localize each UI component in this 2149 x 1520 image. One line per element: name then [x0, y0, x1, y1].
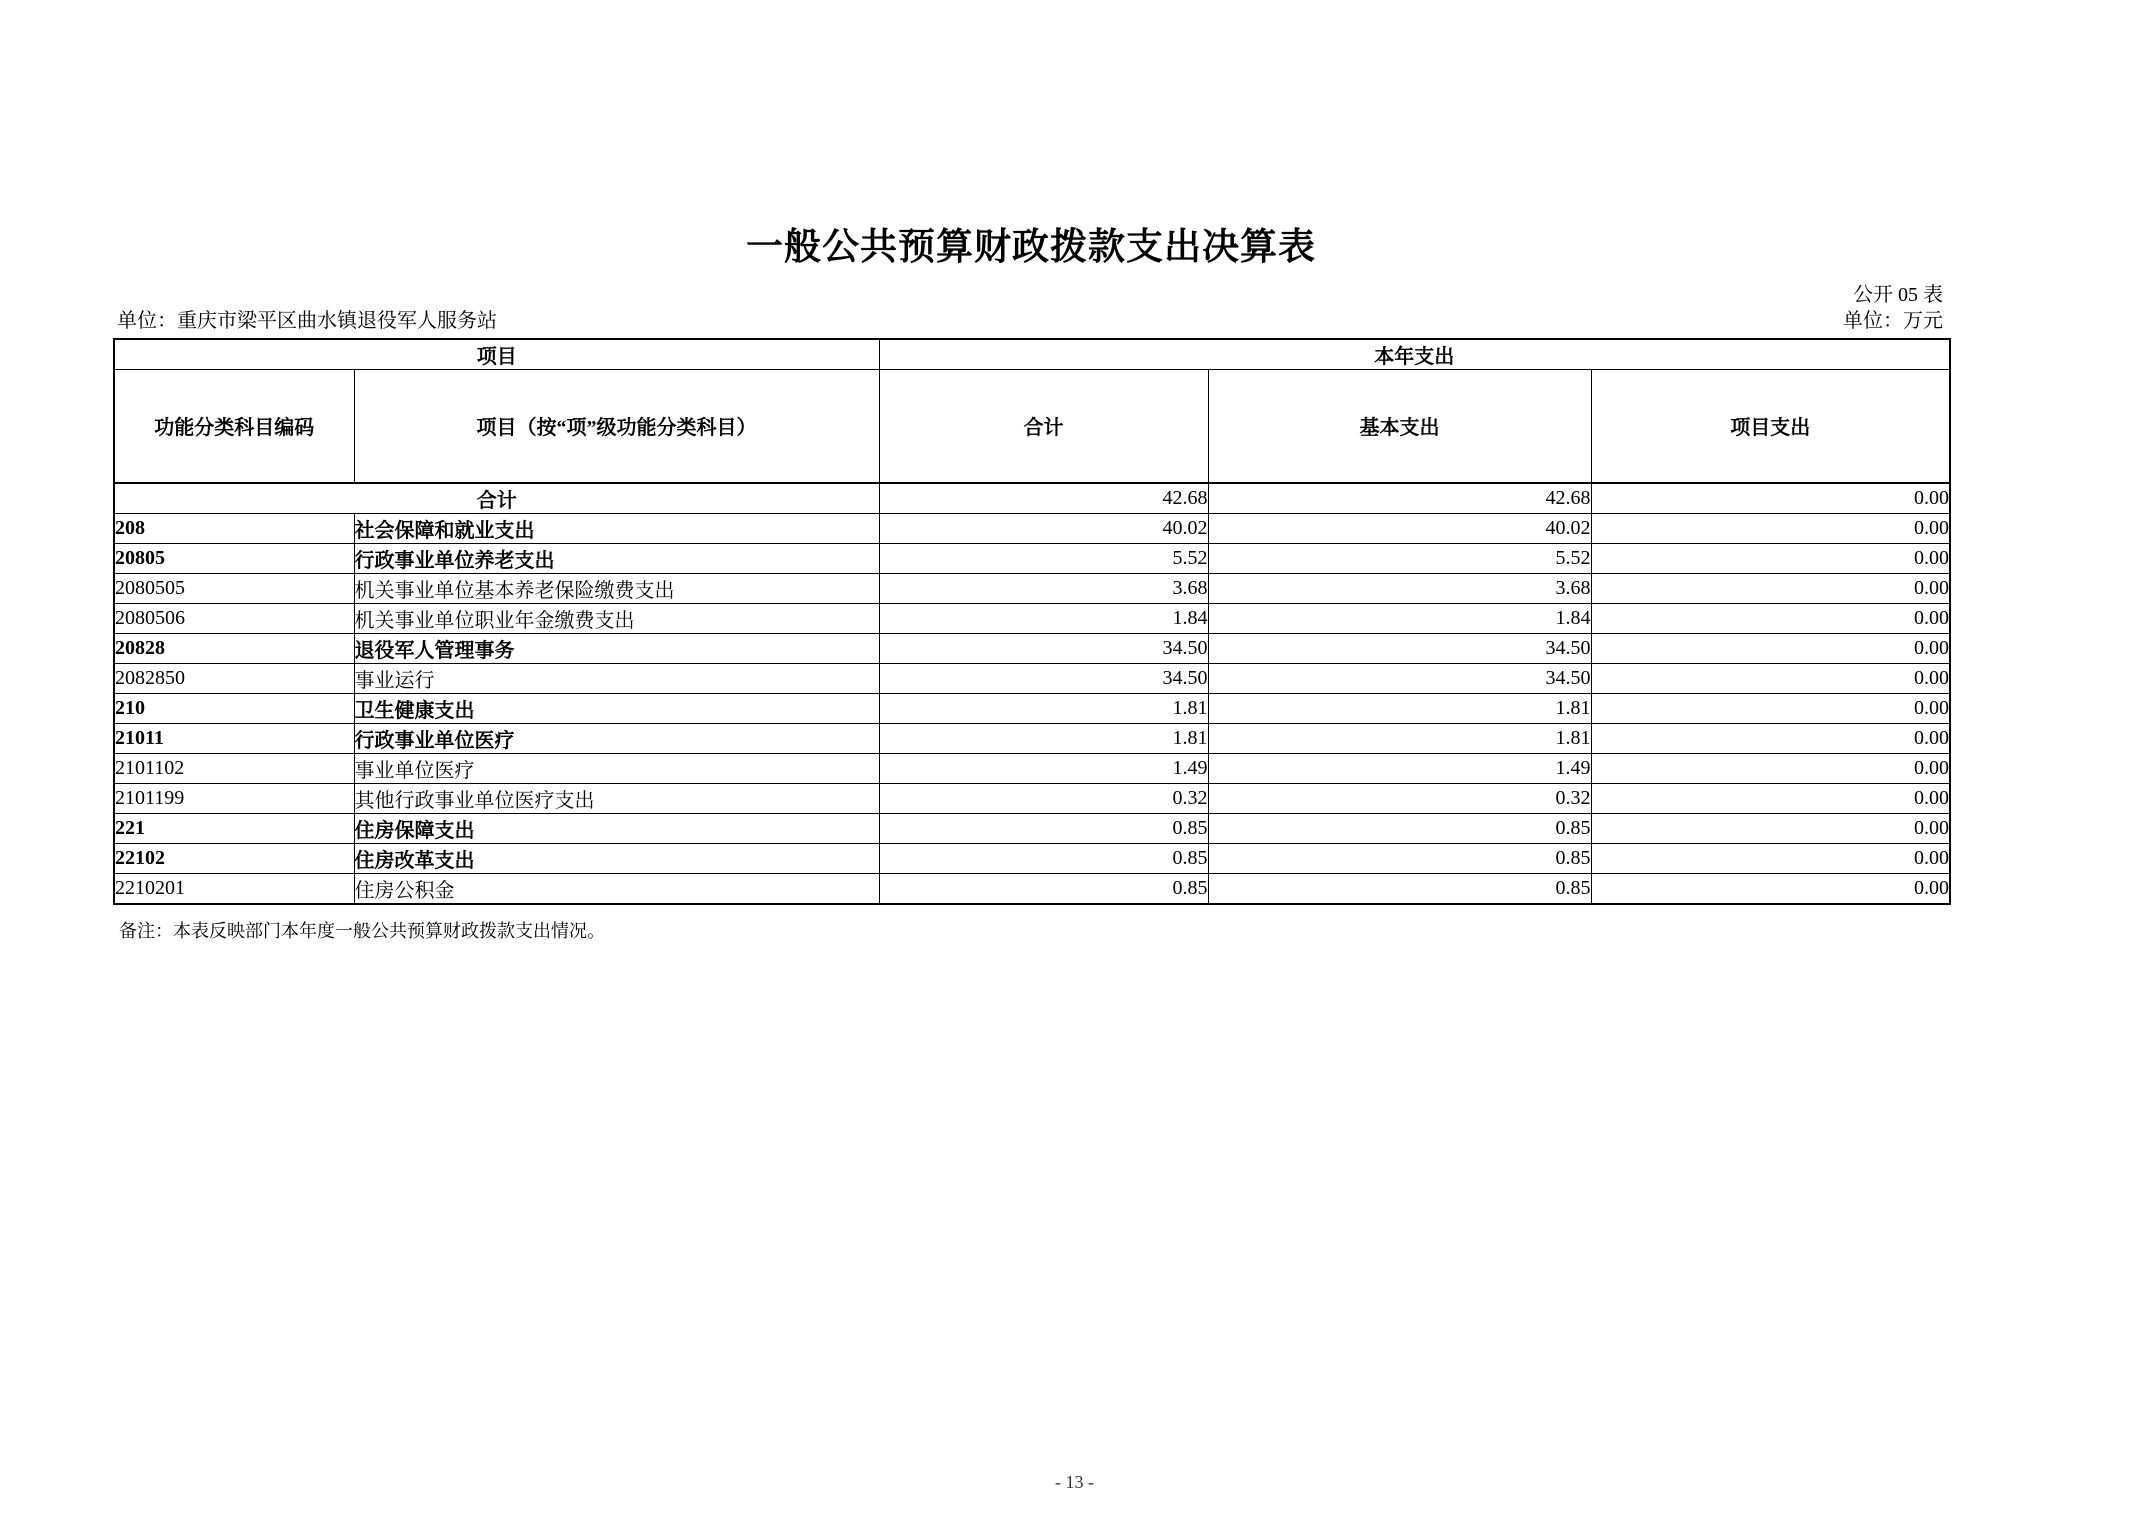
row-name: 事业单位医疗 [354, 753, 879, 783]
row-name: 社会保障和就业支出 [354, 513, 879, 543]
header-col-total: 合计 [879, 370, 1208, 483]
table-row [114, 663, 1950, 693]
row-project: 0.00 [1591, 843, 1950, 873]
row-name: 行政事业单位养老支出 [354, 543, 879, 573]
row-total: 0.85 [879, 873, 1208, 904]
row-basic: 0.85 [1208, 873, 1591, 904]
row-basic: 5.52 [1208, 543, 1591, 573]
row-total: 1.81 [879, 693, 1208, 723]
table-row [114, 543, 1950, 573]
row-project: 0.00 [1591, 783, 1950, 813]
row-basic: 1.81 [1208, 723, 1591, 753]
meta-row [113, 310, 1949, 333]
row-code: 22102 [114, 843, 354, 873]
header-group-row [114, 339, 1950, 370]
row-project: 0.00 [1591, 573, 1950, 603]
row-basic: 0.85 [1208, 813, 1591, 843]
row-total: 0.32 [879, 783, 1208, 813]
row-project: 0.00 [1591, 813, 1950, 843]
row-name: 机关事业单位职业年金缴费支出 [354, 603, 879, 633]
org-unit-label: 单位：重庆市梁平区曲水镇退役军人服务站 [117, 310, 497, 332]
row-project: 0.00 [1591, 633, 1950, 663]
row-name: 事业运行 [354, 663, 879, 693]
row-basic: 34.50 [1208, 633, 1591, 663]
row-summary-label: 合计 [114, 483, 879, 514]
row-name: 退役军人管理事务 [354, 633, 879, 663]
table-row [114, 483, 1950, 514]
table-row [114, 873, 1950, 904]
row-project: 0.00 [1591, 873, 1950, 904]
row-project: 0.00 [1591, 723, 1950, 753]
page-number: - 13 - [1055, 1472, 1094, 1492]
row-code: 2210201 [114, 873, 354, 904]
table-row [114, 513, 1950, 543]
row-code: 210 [114, 693, 354, 723]
row-code: 2101102 [114, 753, 354, 783]
table-row [114, 783, 1950, 813]
table-row [114, 603, 1950, 633]
row-basic: 40.02 [1208, 513, 1591, 543]
row-name: 住房改革支出 [354, 843, 879, 873]
table-body [114, 483, 1950, 904]
row-basic: 42.68 [1208, 483, 1591, 514]
row-project: 0.00 [1591, 753, 1950, 783]
document-sheet [113, 0, 1949, 942]
row-project: 0.00 [1591, 693, 1950, 723]
table-row [114, 843, 1950, 873]
row-total: 42.68 [879, 483, 1208, 514]
row-name: 机关事业单位基本养老保险缴费支出 [354, 573, 879, 603]
row-basic: 1.49 [1208, 753, 1591, 783]
row-basic: 3.68 [1208, 573, 1591, 603]
row-code: 21011 [114, 723, 354, 753]
footnote: 备注：本表反映部门本年度一般公共预算财政拨款支出情况。 [119, 920, 605, 941]
row-basic: 1.84 [1208, 603, 1591, 633]
expenditure-table [113, 338, 1951, 905]
table-row [114, 723, 1950, 753]
row-project: 0.00 [1591, 483, 1950, 514]
row-total: 1.84 [879, 603, 1208, 633]
row-total: 40.02 [879, 513, 1208, 543]
row-project: 0.00 [1591, 603, 1950, 633]
row-total: 0.85 [879, 813, 1208, 843]
header-col-project: 项目支出 [1591, 370, 1950, 483]
table-row [114, 753, 1950, 783]
row-basic: 0.85 [1208, 843, 1591, 873]
row-project: 0.00 [1591, 513, 1950, 543]
row-total: 5.52 [879, 543, 1208, 573]
row-name: 其他行政事业单位医疗支出 [354, 783, 879, 813]
row-code: 2082850 [114, 663, 354, 693]
row-basic: 34.50 [1208, 663, 1591, 693]
page-title: 一般公共预算财政拨款支出决算表 [746, 226, 1316, 267]
header-group-expenditure: 本年支出 [879, 339, 1950, 370]
row-total: 34.50 [879, 663, 1208, 693]
row-code: 2101199 [114, 783, 354, 813]
row-basic: 1.81 [1208, 693, 1591, 723]
row-code: 20828 [114, 633, 354, 663]
row-code: 20805 [114, 543, 354, 573]
table-code-label: 公开 05 表 [1853, 284, 1943, 306]
row-total: 1.49 [879, 753, 1208, 783]
row-total: 0.85 [879, 843, 1208, 873]
header-col-item: 项目（按“项”级功能分类科目） [354, 370, 879, 483]
row-project: 0.00 [1591, 543, 1950, 573]
row-total: 1.81 [879, 723, 1208, 753]
header-group-item: 项目 [114, 339, 879, 370]
table-row [114, 693, 1950, 723]
table-row [114, 633, 1950, 663]
header-columns-row [114, 370, 1950, 483]
row-code: 2080505 [114, 573, 354, 603]
row-code: 208 [114, 513, 354, 543]
table-row [114, 573, 1950, 603]
row-name: 卫生健康支出 [354, 693, 879, 723]
row-code: 221 [114, 813, 354, 843]
row-code: 2080506 [114, 603, 354, 633]
row-name: 住房保障支出 [354, 813, 879, 843]
header-col-code: 功能分类科目编码 [114, 370, 354, 483]
currency-unit-label: 单位：万元 [1843, 310, 1943, 332]
row-name: 住房公积金 [354, 873, 879, 904]
row-total: 34.50 [879, 633, 1208, 663]
row-total: 3.68 [879, 573, 1208, 603]
row-name: 行政事业单位医疗 [354, 723, 879, 753]
row-basic: 0.32 [1208, 783, 1591, 813]
header-col-basic: 基本支出 [1208, 370, 1591, 483]
table-row [114, 813, 1950, 843]
row-project: 0.00 [1591, 663, 1950, 693]
